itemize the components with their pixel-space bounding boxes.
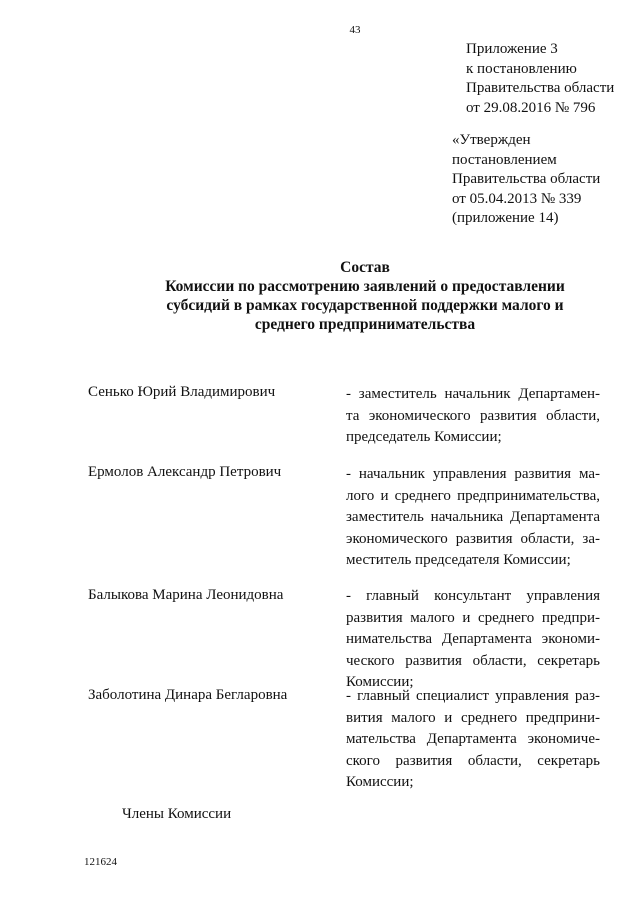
role-line: председатель Комиссии;	[346, 429, 502, 445]
role-line: Комиссии;	[346, 674, 414, 690]
title-line: среднего предпринимательства	[254, 316, 476, 333]
approval-line: (приложение 14)	[452, 210, 559, 226]
approval-line: от 05.04.2013 № 339	[452, 190, 582, 207]
member-role	[346, 384, 600, 449]
role-line: ческого развития области, секретарь	[346, 652, 600, 669]
title-line: субсидий в рамках государственной поддержки малого и	[166, 297, 564, 314]
role-line: заместитель начальника Департамента	[346, 509, 600, 525]
appendix-line: от 29.08.2016 № 796	[466, 99, 596, 116]
member-name: Балыкова Марина Леонидовна	[88, 587, 284, 603]
document-title	[150, 258, 580, 334]
role-line: ского развития области, секретарь	[346, 752, 600, 769]
page-number: 43	[349, 24, 361, 36]
member-role	[346, 586, 600, 694]
role-line: меститель председателя Комиссии;	[346, 552, 571, 568]
member-name: Сенько Юрий Владимирович	[88, 384, 276, 400]
role-line: та экономического развития области,	[346, 407, 600, 424]
role-line: - начальник управления развития ма-	[346, 466, 600, 482]
title-heading: Состав	[340, 259, 390, 276]
role-line: нимательства Департамента экономи-	[346, 631, 600, 647]
appendix-line: Приложение 3	[466, 41, 558, 57]
role-line: - заместитель начальник Департамен-	[346, 386, 600, 402]
title-line: Комиссии по рассмотрению заявлений о предоставлении	[165, 278, 565, 295]
member-name: Заболотина Динара Бегларовна	[88, 687, 288, 703]
approval-line: «Утвержден	[452, 132, 531, 148]
member-name: Ермолов Александр Петрович	[88, 464, 282, 480]
role-line: - главный специалист управления раз-	[346, 688, 600, 704]
member-role	[346, 464, 600, 572]
approval-line: Правительства области	[452, 171, 601, 187]
member-role	[346, 686, 600, 794]
appendix-header	[466, 40, 614, 118]
role-line: вития малого и среднего предприни-	[346, 709, 600, 726]
role-line: мательства Департамента экономиче-	[346, 731, 600, 747]
appendix-line: Правительства области	[466, 80, 615, 96]
role-line: лого и среднего предпринимательства,	[346, 487, 600, 504]
role-line: - главный консультант управления	[346, 588, 600, 604]
role-line: Комиссии;	[346, 774, 414, 790]
approval-note	[452, 131, 600, 229]
document-code: 121624	[84, 856, 117, 868]
role-line: развития малого и среднего предпри-	[346, 609, 600, 626]
appendix-line: к постановлению	[466, 60, 577, 77]
approval-line: постановлением	[452, 151, 557, 168]
members-heading: Члены Комиссии	[122, 806, 232, 822]
role-line: экономического развития области, за-	[346, 530, 600, 547]
